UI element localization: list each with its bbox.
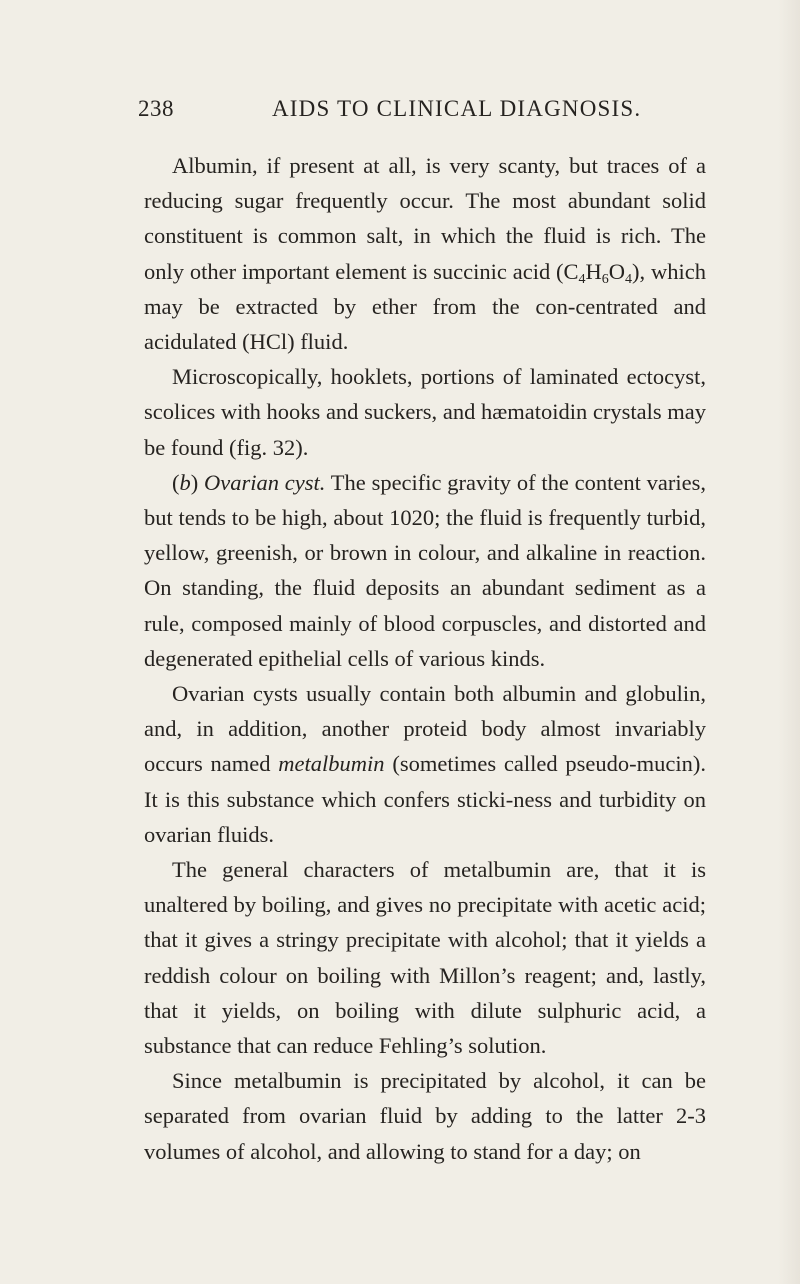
paragraph-4-text-b: (sometimes called pseudo-mucin). It is this substance which confers sticki-ness and turbidity on ovarian fluids.: [144, 751, 706, 847]
page-number: 238: [138, 96, 174, 121]
term-metalbumin: metalbumin: [278, 751, 385, 777]
paragraph-5: The general characters of metalbumin are, that it is unaltered by boiling, and gives no precipitate with acetic acid; that it gives a stringy precipitate with alcohol; that it yields a reddish colour on boiling with Millon’s reagent; and, lastly, that it yields, on boiling with dilute sulphuric acid, a substance that can reduce Fehling’s solution.: [144, 857, 706, 1059]
section-label-letter: b: [179, 469, 191, 495]
paragraph-1: [144, 148, 706, 359]
section-label-open: (: [172, 469, 180, 495]
paragraph-3-text: The specific gravity of the content varies, but tends to be high, about 1020; the fluid is frequently turbid, yellow, greenish, or brown in colour, and alkaline in reaction. On standing, the fluid deposits an abundant sediment as a rule, composed mainly of blood corpuscles, and distorted and degenerated epithelial cells of various kinds.: [144, 469, 706, 671]
subscript-6: 6: [601, 271, 609, 287]
page-header: [0, 96, 800, 126]
paragraph-6: Since metalbumin is precipitated by alcohol, it can be separated from ovarian fluid by adding to the latter 2-3 volumes of alcohol, and allowing to stand for a day; on: [144, 1068, 706, 1164]
page-edge-shadow: [778, 0, 800, 1284]
paragraph-4: [144, 676, 706, 852]
subscript-4: 4: [578, 271, 586, 287]
paragraph-1-text-c: O: [608, 258, 626, 284]
paragraph-1-text-b: H: [585, 258, 602, 284]
body-text: [144, 148, 706, 1169]
paragraph-2: Microscopically, hooklets, portions of laminated ectocyst, scolices with hooks and suckers, and hæmatoidin crystals may be found (fig. 32).: [144, 364, 706, 460]
paragraph-1-text-a: Albumin, if present at all, is very scanty, but traces of a reducing sugar frequently occur. The most abundant solid constituent is common salt, in which the fluid is rich. The only other important element is succinic acid (C: [144, 153, 706, 284]
section-label-close: ): [190, 469, 205, 495]
subscript-4b: 4: [625, 271, 633, 287]
paragraph-3: [144, 465, 706, 676]
section-heading: Ovarian cyst.: [204, 469, 326, 495]
paragraph-4-text-a: Ovarian cysts usually contain both albumin and globulin, and, in addition, another proteid body almost invariably occurs named: [144, 681, 706, 777]
paragraph-1-text-d: ), which may be extracted by ether from the con-centrated and acidulated (HCl) fluid.: [144, 258, 706, 355]
running-head: AIDS TO CLINICAL DIAGNOSIS.: [272, 96, 642, 121]
